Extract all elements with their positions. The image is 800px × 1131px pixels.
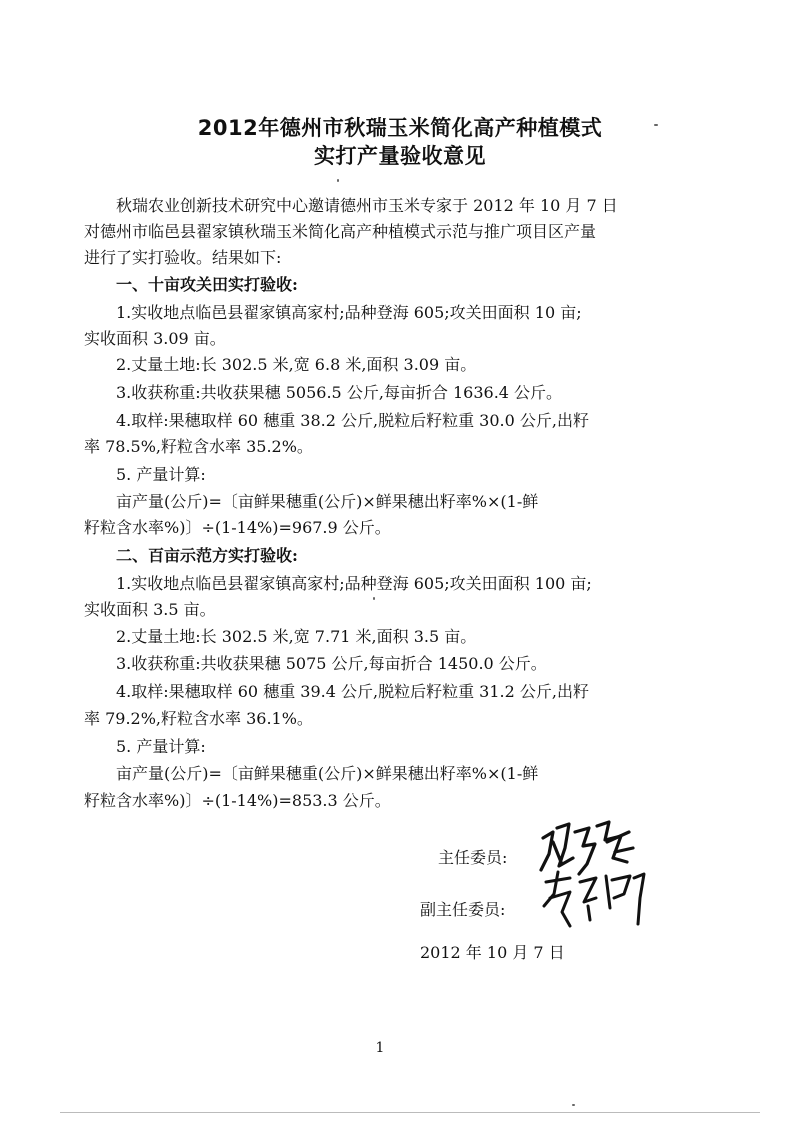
section-2-line: 1.实收地点临邑县翟家镇高家村;品种登海 605;攻关田面积 100 亩; <box>84 574 592 593</box>
intro-line: 对德州市临邑县翟家镇秋瑞玉米简化高产种植模式示范与推广项目区产量 <box>84 222 597 241</box>
document-title-line-2: 实打产量验收意见 <box>314 144 486 168</box>
scan-speck <box>337 179 339 182</box>
section-1-heading: 一、十亩攻关田实打验收: <box>84 275 298 294</box>
section-2-line: 5. 产量计算: <box>84 737 206 756</box>
section-2-line: 亩产量(公斤)=〔亩鲜果穗重(公斤)×鲜果穗出籽率%×(1-鲜 <box>84 764 539 783</box>
section-1-line: 1.实收地点临邑县翟家镇高家村;品种登海 605;攻关田面积 10 亩; <box>84 303 582 322</box>
intro-line: 秋瑞农业创新技术研究中心邀请德州市玉米专家于 2012 年 10 月 7 日 <box>84 196 618 215</box>
scan-speck <box>572 1104 575 1106</box>
section-2-line: 实收面积 3.5 亩。 <box>84 600 216 619</box>
section-1-line: 2.丈量土地:长 302.5 米,宽 6.8 米,面积 3.09 亩。 <box>84 355 477 374</box>
section-1-line: 亩产量(公斤)=〔亩鲜果穗重(公斤)×鲜果穗出籽率%×(1-鲜 <box>84 492 539 511</box>
section-2-line: 率 79.2%,籽粒含水率 36.1%。 <box>84 709 313 728</box>
section-1-line: 3.收获称重:共收获果穗 5056.5 公斤,每亩折合 1636.4 公斤。 <box>84 383 563 402</box>
vice-chair-signature <box>540 868 655 932</box>
scan-speck <box>654 124 658 126</box>
section-2-heading: 二、百亩示范方实打验收: <box>84 546 298 565</box>
section-2-line: 3.收获称重:共收获果穗 5075 公斤,每亩折合 1450.0 公斤。 <box>84 654 547 673</box>
scan-edge-line <box>60 1112 760 1113</box>
section-1-line: 5. 产量计算: <box>84 465 206 484</box>
intro-line: 进行了实打验收。结果如下: <box>84 248 282 267</box>
scan-speck <box>373 597 375 600</box>
page-number: 1 <box>375 1040 385 1056</box>
section-2-line: 2.丈量土地:长 302.5 米,宽 7.71 米,面积 3.5 亩。 <box>84 627 477 646</box>
document-date: 2012 年 10 月 7 日 <box>420 943 565 962</box>
section-2-line: 4.取样:果穗取样 60 穗重 39.4 公斤,脱粒后籽粒重 31.2 公斤,出籽 <box>84 682 589 701</box>
section-2-line: 籽粒含水率%)〕÷(1-14%)=853.3 公斤。 <box>84 791 391 810</box>
chair-label: 主任委员: <box>438 848 508 867</box>
section-1-line: 籽粒含水率%)〕÷(1-14%)=967.9 公斤。 <box>84 518 391 537</box>
section-1-line: 实收面积 3.09 亩。 <box>84 329 226 348</box>
document-title-line-1: 2012年德州市秋瑞玉米简化高产种植模式 <box>197 116 603 140</box>
section-1-line: 率 78.5%,籽粒含水率 35.2%。 <box>84 437 313 456</box>
vice-chair-label: 副主任委员: <box>420 900 506 919</box>
section-1-line: 4.取样:果穗取样 60 穗重 38.2 公斤,脱粒后籽粒重 30.0 公斤,出籽 <box>84 411 589 430</box>
